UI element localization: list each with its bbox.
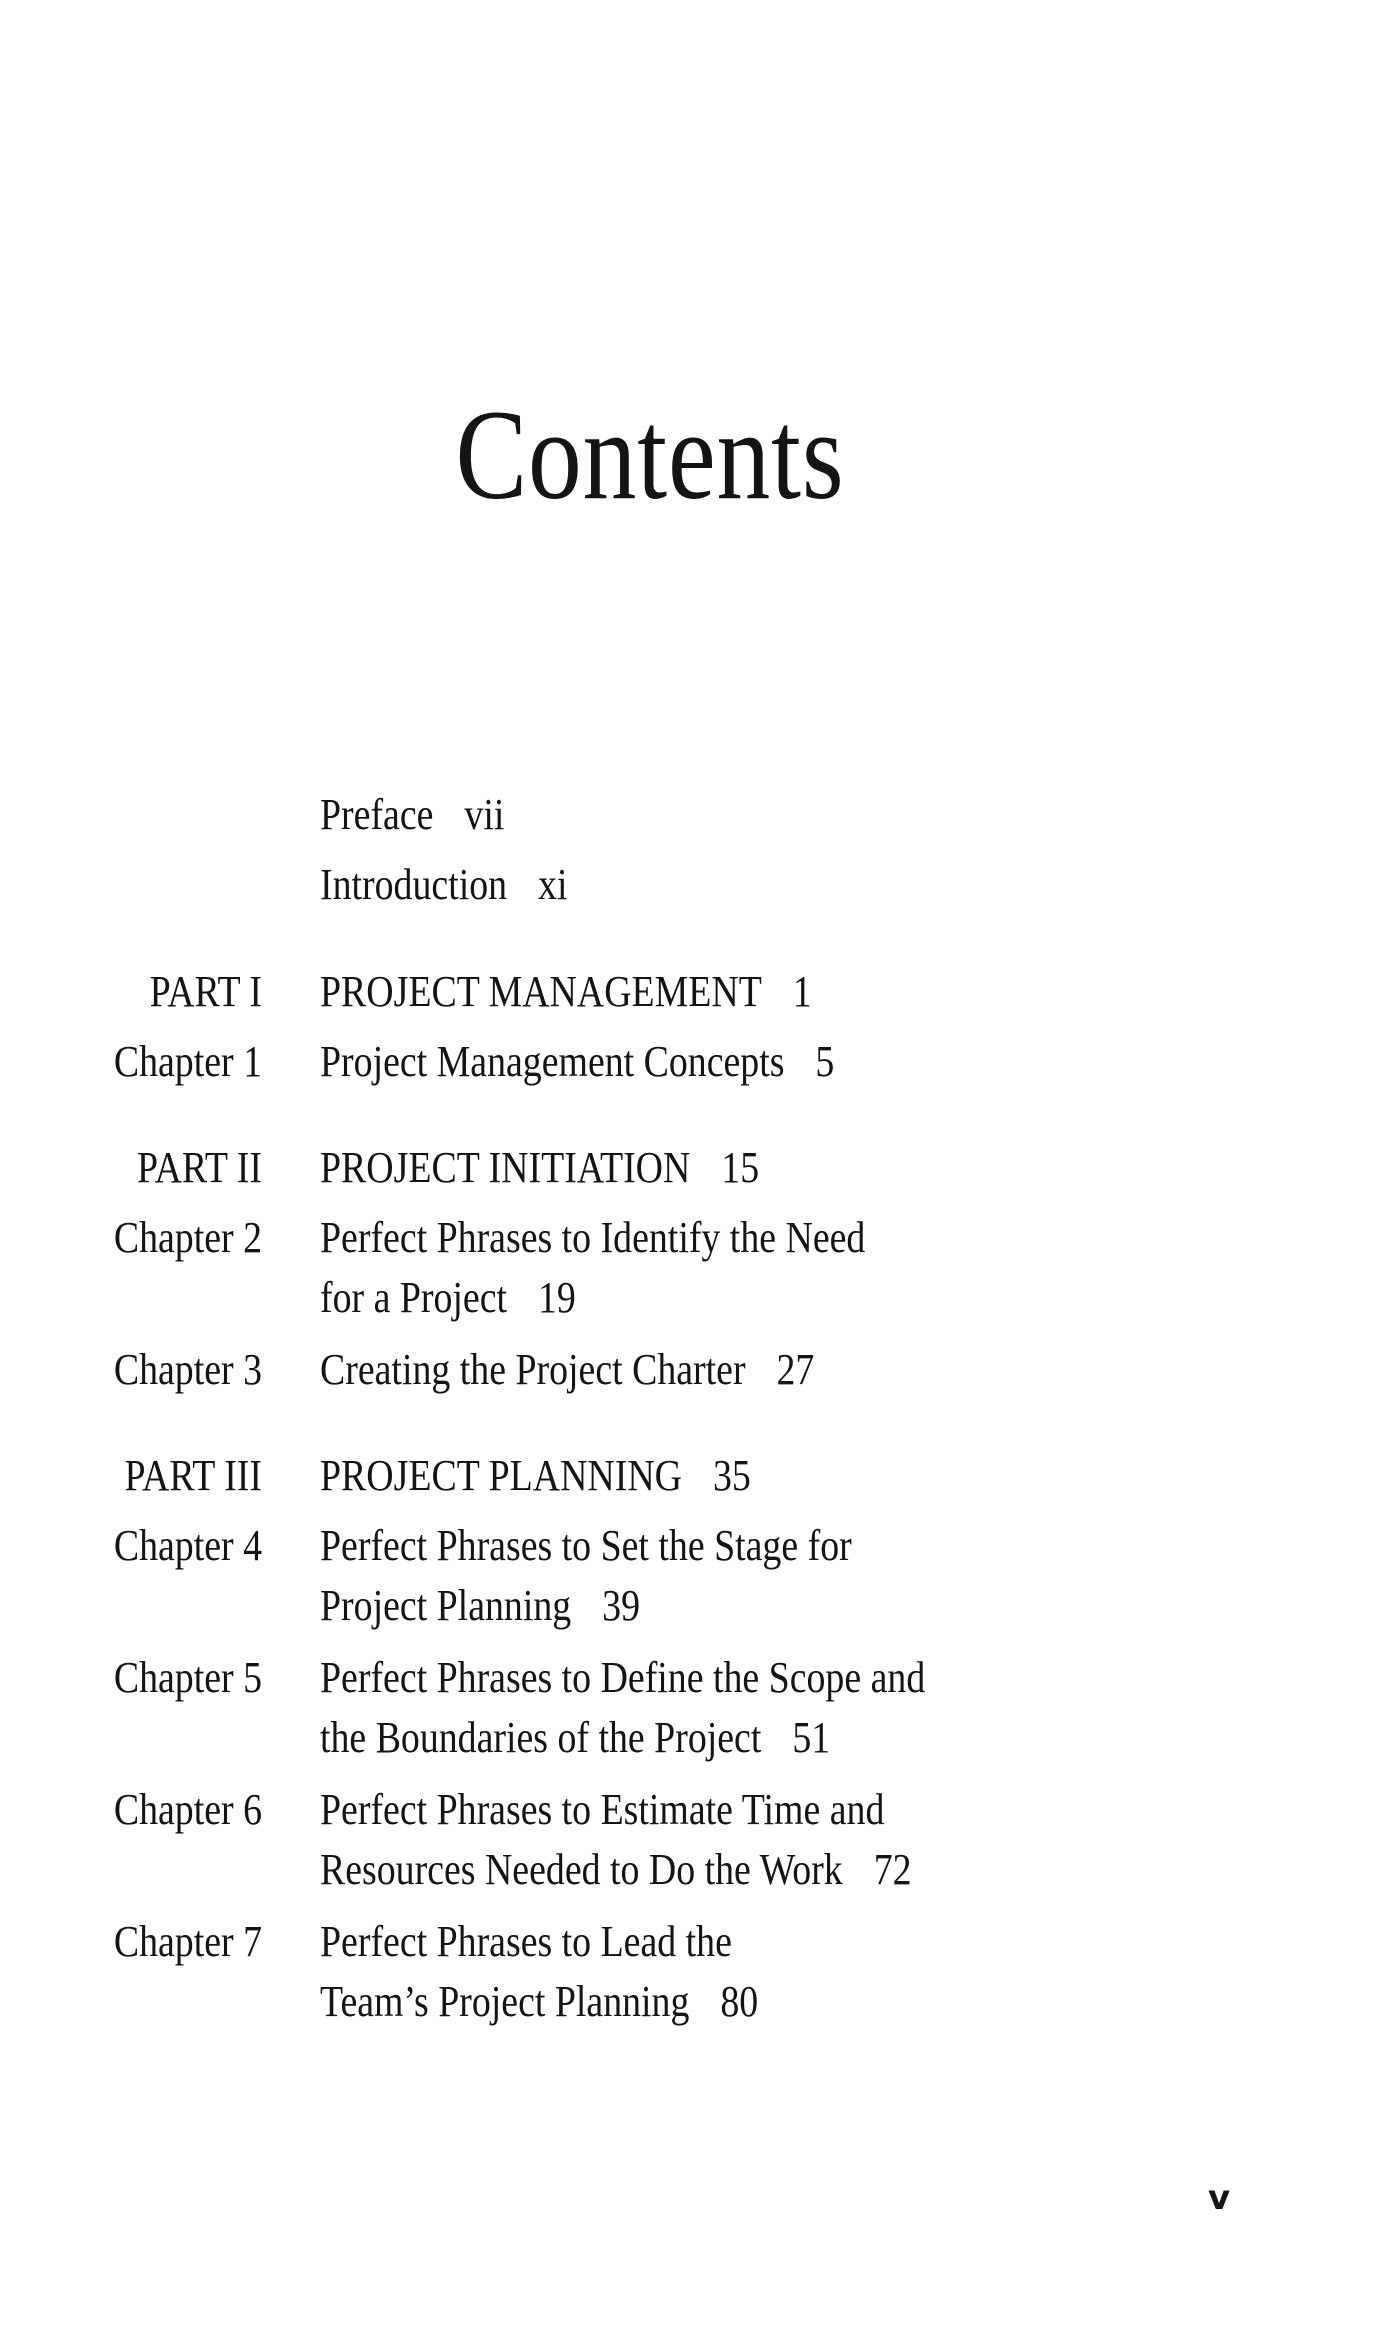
chapter-title-line: Team’s Project Planning: [320, 1977, 690, 2026]
chapter-title-line: Perfect Phrases to Estimate Time and: [320, 1785, 885, 1834]
chapter-title-line: Project Planning: [320, 1581, 572, 1630]
chapter-label: Chapter 5: [113, 1653, 263, 1702]
chapter-label: Chapter 2: [113, 1213, 263, 1262]
part-page: 15: [721, 1143, 760, 1192]
chapter-page: 19: [537, 1273, 576, 1322]
part-label: PART I: [149, 967, 262, 1016]
entry-page: xi: [538, 860, 568, 909]
chapter-label: Chapter 1: [113, 1037, 263, 1086]
chapter-title-line: Perfect Phrases to Define the Scope and: [320, 1653, 926, 1702]
chapter-page: 5: [815, 1037, 835, 1086]
chapter-title-line: the Boundaries of the Project: [320, 1713, 762, 1762]
entry-page: vii: [464, 790, 505, 839]
chapter-label: Chapter 7: [113, 1917, 263, 1966]
chapter-label: Chapter 6: [113, 1785, 263, 1834]
part-title: PROJECT INITIATION: [320, 1143, 691, 1192]
chapter-title: Creating the Project Charter: [320, 1345, 746, 1394]
part-page: 35: [712, 1451, 751, 1500]
part-title: PROJECT PLANNING: [320, 1451, 682, 1500]
chapter-page: 27: [776, 1345, 815, 1394]
part-page: 1: [792, 967, 812, 1016]
entry-title: Preface: [320, 790, 434, 839]
chapter-page: 51: [792, 1713, 831, 1762]
chapter-page: 72: [873, 1845, 912, 1894]
part-label: PART III: [124, 1451, 262, 1500]
chapter-title-line: for a Project: [320, 1273, 508, 1322]
chapter-title-line: Perfect Phrases to Identify the Need: [320, 1213, 866, 1262]
chapter-title-line: Perfect Phrases to Set the Stage for: [320, 1521, 852, 1570]
part-title: PROJECT MANAGEMENT: [320, 967, 762, 1016]
chapter-page: 39: [602, 1581, 641, 1630]
entry-title: Introduction: [320, 860, 508, 909]
chapter-title: Project Management Concepts: [320, 1037, 785, 1086]
chapter-label: Chapter 3: [113, 1345, 263, 1394]
page-title: Contents: [455, 384, 845, 526]
chapter-title-line: Perfect Phrases to Lead the: [320, 1917, 732, 1966]
chapter-title-line: Resources Needed to Do the Work: [320, 1845, 843, 1894]
chapter-page: 80: [720, 1977, 759, 2026]
part-label: PART II: [137, 1143, 262, 1192]
page-number: v: [1208, 2178, 1231, 2218]
chapter-label: Chapter 4: [113, 1521, 263, 1570]
